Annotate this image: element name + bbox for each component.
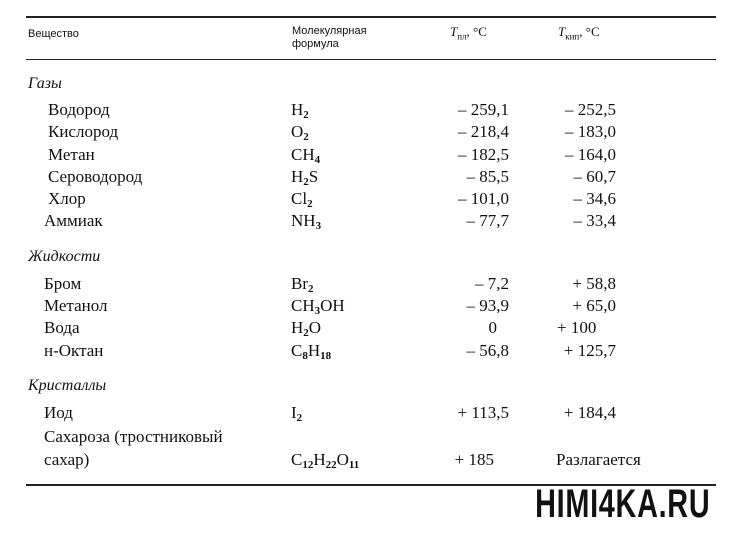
- molecular-formula: $C_{12}H_{22}O_{11}$: [291, 450, 360, 471]
- substance-name-continued: сахар): [44, 450, 90, 469]
- molecular-formula: $H_2S$: [291, 167, 319, 188]
- boiling-point: – 252,5: [565, 100, 616, 119]
- molecular-formula: $C_8H_{18}$: [291, 341, 332, 362]
- table-row-hydrogen: [0, 100, 742, 122]
- table-row-bromine: [0, 274, 742, 296]
- melting-point: – 259,1: [458, 100, 509, 119]
- boiling-point: + 65,0: [572, 296, 616, 315]
- molecular-formula: $H_2O$: [291, 318, 322, 339]
- substance-name: Хлор: [48, 189, 86, 208]
- table-row-octane: [0, 341, 742, 363]
- table-row-water: [0, 318, 742, 340]
- substance-name: Метан: [48, 145, 95, 164]
- table-row-methanol: [0, 296, 742, 318]
- molecular-formula: $Br_2$: [291, 274, 314, 295]
- group-heading-gases: Газы: [28, 75, 62, 92]
- melting-point: + 185: [454, 450, 494, 469]
- boiling-point: + 58,8: [572, 274, 616, 293]
- molecular-formula: $I_2$: [291, 403, 303, 424]
- melting-point: – 101,0: [458, 189, 509, 208]
- melting-point: – 182,5: [458, 145, 509, 164]
- molecular-formula: $Cl_2$: [291, 189, 313, 210]
- boiling-point: + 184,4: [563, 403, 616, 422]
- substance-name: Сероводород: [48, 167, 143, 186]
- substance-name: Водород: [48, 100, 110, 119]
- melting-point: + 113,5: [457, 403, 509, 422]
- molecular-formula: $O_2$: [291, 122, 309, 143]
- boiling-point: + 100: [557, 318, 597, 337]
- header-bottom-rule: [26, 59, 716, 60]
- melting-point: – 85,5: [466, 167, 509, 186]
- molecular-formula: $NH_3$: [291, 211, 322, 232]
- table-top-rule: [26, 16, 716, 18]
- boiling-point: – 164,0: [565, 145, 616, 164]
- melting-point: 0: [488, 318, 497, 337]
- melting-point: – 56,8: [466, 341, 509, 360]
- header-melting-point: $T_{пл}$, °C: [450, 24, 487, 42]
- table-row-ammonia: [0, 211, 742, 233]
- substance-name: Кислород: [48, 122, 119, 141]
- molecular-formula: $CH_4$: [291, 145, 321, 166]
- substance-name: Бром: [44, 274, 82, 293]
- boiling-point: Разлагается: [556, 450, 641, 469]
- table-row-chlorine: [0, 189, 742, 211]
- header-substance: Вещество: [28, 28, 79, 40]
- melting-point: – 77,7: [466, 211, 509, 230]
- substance-name: Иод: [44, 403, 73, 422]
- substance-name: Вода: [44, 318, 80, 337]
- molecular-formula: $CH_3OH$: [291, 296, 345, 317]
- substance-name: Метанол: [44, 296, 108, 315]
- table-row-sucrose: [0, 450, 742, 472]
- header-formula-line2: формула: [292, 38, 339, 50]
- table-row-oxygen: [0, 122, 742, 144]
- boiling-point: – 33,4: [573, 211, 616, 230]
- boiling-point: + 125,7: [563, 341, 616, 360]
- substance-name: Сахароза (тростниковый: [44, 427, 223, 446]
- boiling-point: – 183,0: [565, 122, 616, 141]
- substance-name: Аммиак: [44, 211, 103, 230]
- header-formula: [292, 25, 402, 51]
- boiling-point: – 34,6: [573, 189, 616, 208]
- group-heading-crystals: Кристаллы: [28, 377, 107, 394]
- melting-point: – 7,2: [475, 274, 509, 293]
- table-row-methane: [0, 145, 742, 167]
- melting-point: – 218,4: [458, 122, 509, 141]
- substance-name: н-Октан: [44, 341, 104, 360]
- boiling-point: – 60,7: [573, 167, 616, 186]
- header-formula-line1: Молекулярная: [292, 25, 367, 37]
- table-row-iodine: [0, 403, 742, 425]
- table-row-hydrogen-sulfide: [0, 167, 742, 189]
- melting-point: – 93,9: [466, 296, 509, 315]
- molecular-formula: $H_2$: [291, 100, 309, 121]
- group-heading-liquids: Жидкости: [28, 248, 101, 265]
- site-watermark: HIMI4KA.RU: [534, 482, 710, 526]
- table-row-sucrose-line1: [0, 427, 742, 449]
- header-boiling-point: $T_{кип}$, °C: [558, 24, 600, 42]
